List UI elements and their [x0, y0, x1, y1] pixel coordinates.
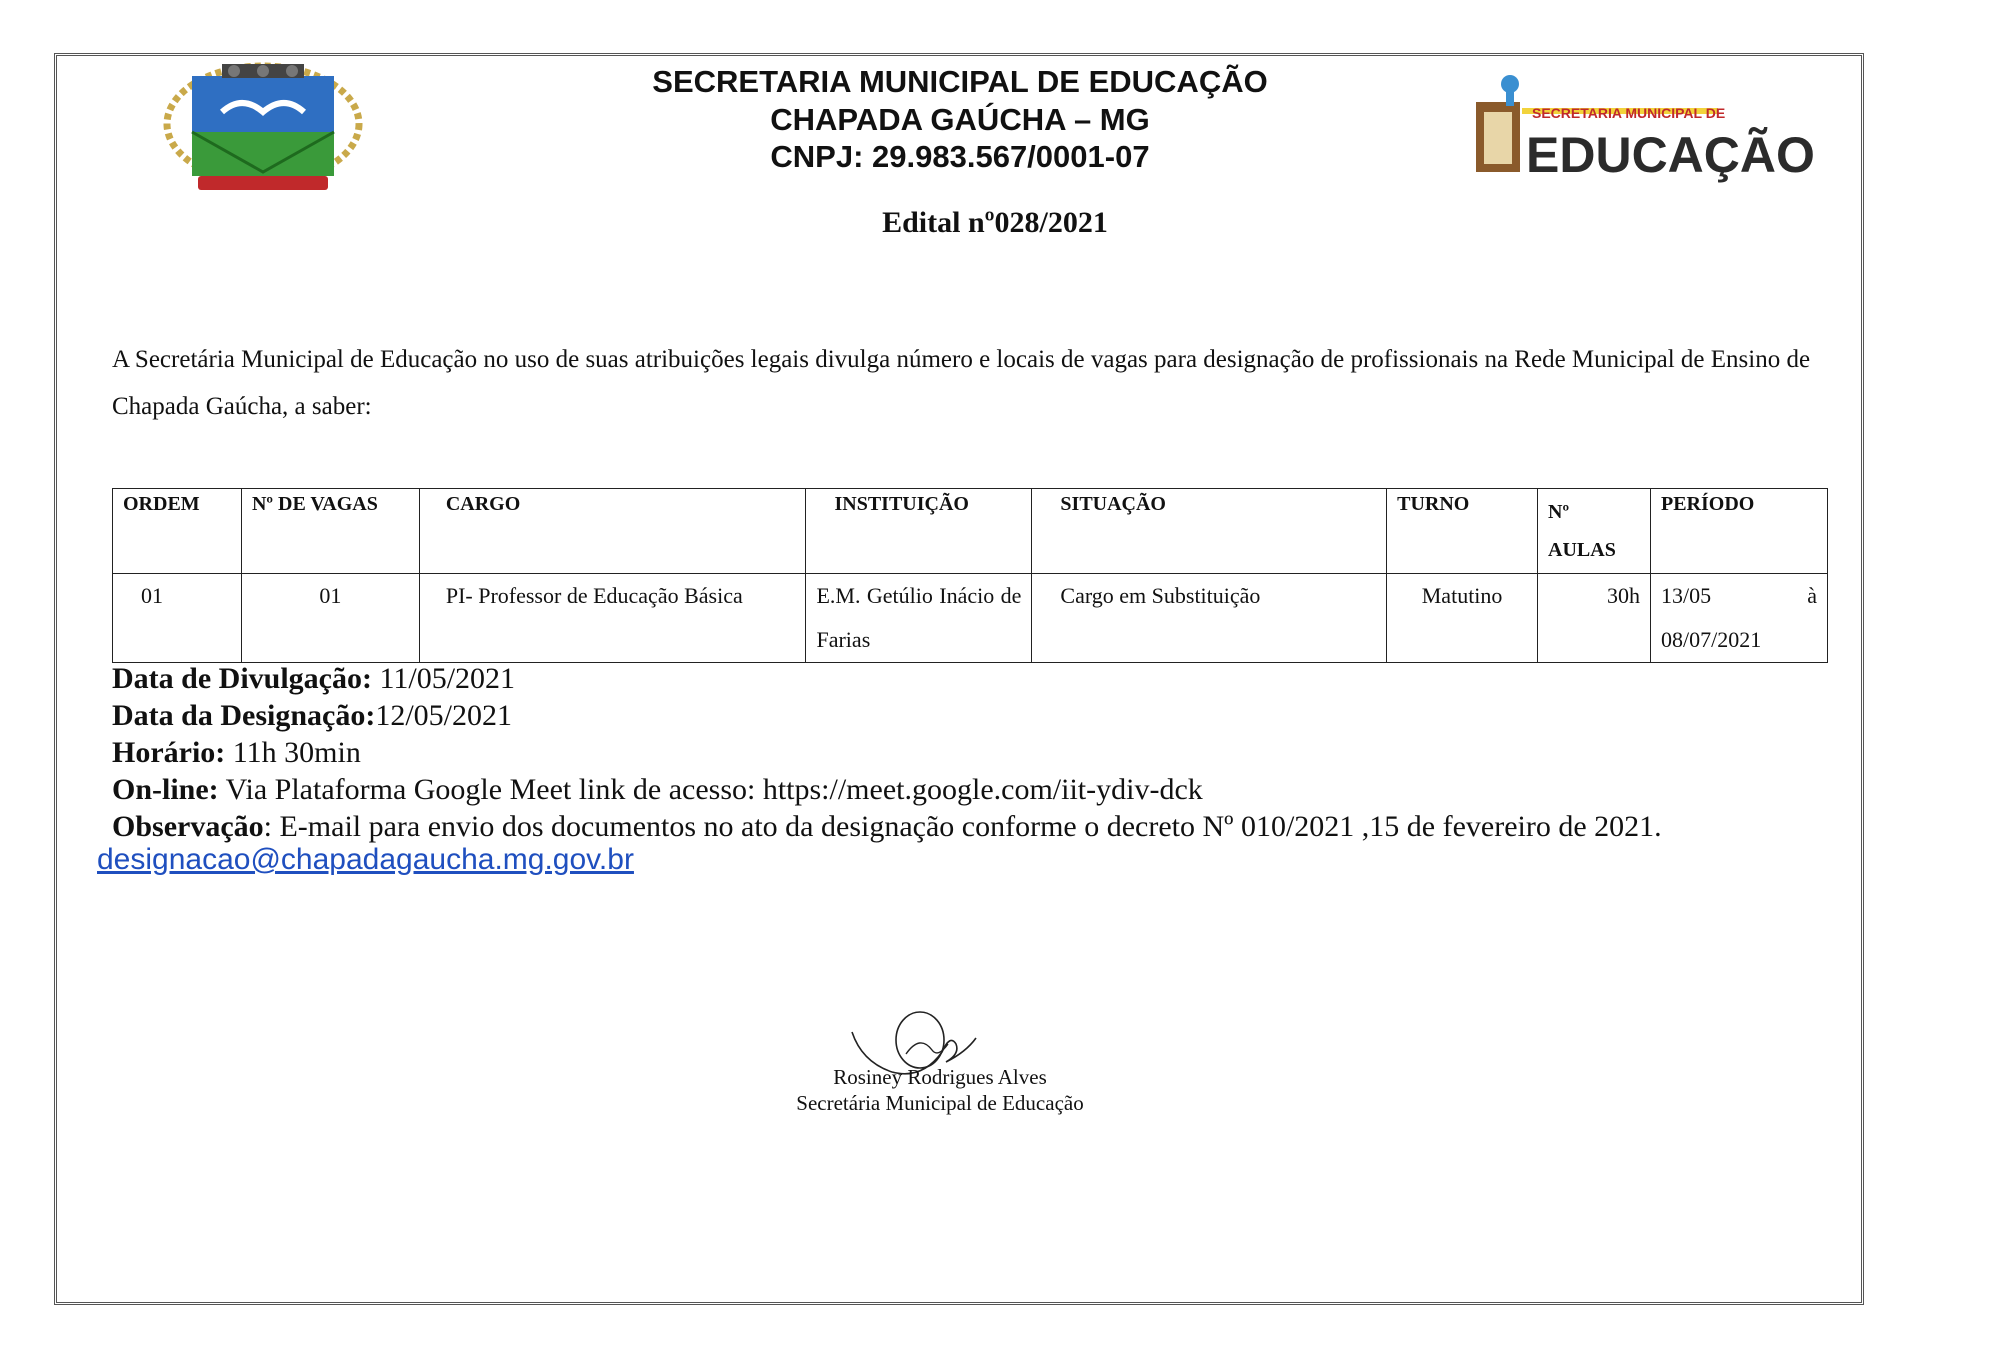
table-row — [113, 574, 1828, 663]
vacancies-table — [112, 488, 1828, 663]
details-block — [112, 660, 1662, 845]
header-line-3: CNPJ: 29.983.567/0001-07 — [770, 139, 1150, 174]
designacao-label: Data da Designação: — [112, 699, 376, 732]
cell-turno: Matutino — [1387, 574, 1538, 663]
cell-cargo: PI- Professor de Educação Básica — [419, 574, 806, 663]
observacao-label: Observação — [112, 810, 264, 843]
header-turno: TURNO — [1387, 489, 1538, 574]
intro-paragraph: A Secretária Municipal de Educação no uso de suas atribuições legais divulga número e locais de vagas para designação de profissionais na Rede Municipal de Ensino de Chapada Gaúcha, a saber: — [112, 346, 1811, 420]
designacao-line — [112, 697, 1662, 734]
horario-label: Horário: — [112, 736, 226, 769]
signature-name: Rosiney Rodrigues Alves — [833, 1065, 1047, 1089]
edital-title: Edital nº028/2021 — [882, 206, 1108, 239]
cell-situacao: Cargo em Substituição — [1032, 574, 1387, 663]
header-ordem: ORDEM — [113, 489, 242, 574]
divulgacao-label: Data de Divulgação: — [112, 662, 372, 695]
header-periodo: PERÍODO — [1651, 489, 1828, 574]
observacao-line — [112, 808, 1662, 845]
cell-aulas: 30h — [1538, 574, 1651, 663]
cell-vagas: 01 — [241, 574, 419, 663]
header-aulas: Nº AULAS — [1538, 489, 1651, 574]
horario-line — [112, 734, 1662, 771]
cell-ordem: 01 — [113, 574, 242, 663]
signature-role: Secretária Municipal de Educação — [796, 1091, 1084, 1115]
online-label: On-line: — [112, 773, 219, 806]
header-cargo: CARGO — [419, 489, 806, 574]
designacao-value: 12/05/2021 — [375, 699, 512, 732]
logo-top-text: SECRETARIA MUNICIPAL DE — [1532, 105, 1726, 121]
horario-value: 11h 30min — [225, 736, 361, 769]
header-vagas: Nº DE VAGAS — [241, 489, 419, 574]
table-header-row — [113, 489, 1828, 574]
email-link[interactable]: designacao@chapadagaucha.mg.gov.br — [97, 843, 634, 876]
online-value: Via Plataforma Google Meet link de acesso: https://meet.google.com/iit-ydiv-dck — [218, 773, 1203, 806]
online-line — [112, 771, 1662, 808]
header-instituicao: INSTITUIÇÃO — [806, 489, 1032, 574]
cell-instituicao: E.M. Getúlio Inácio de Farias — [806, 574, 1032, 663]
cell-periodo: 13/05 à 08/07/2021 — [1651, 574, 1828, 663]
divulgacao-value: 11/05/2021 — [371, 662, 516, 695]
header-situacao: SITUAÇÃO — [1032, 489, 1387, 574]
logo-big-text: EDUCAÇÃO — [1526, 127, 1815, 183]
observacao-value: : E-mail para envio dos documentos no ato da designação conforme o decreto Nº 010/2021 ,15 de fevereiro de 2021. — [263, 810, 1662, 843]
header-line-1: SECRETARIA MUNICIPAL DE EDUCAÇÃO — [652, 64, 1268, 99]
header-line-2: CHAPADA GAÚCHA – MG — [770, 102, 1150, 137]
divulgacao-line — [112, 660, 1662, 697]
